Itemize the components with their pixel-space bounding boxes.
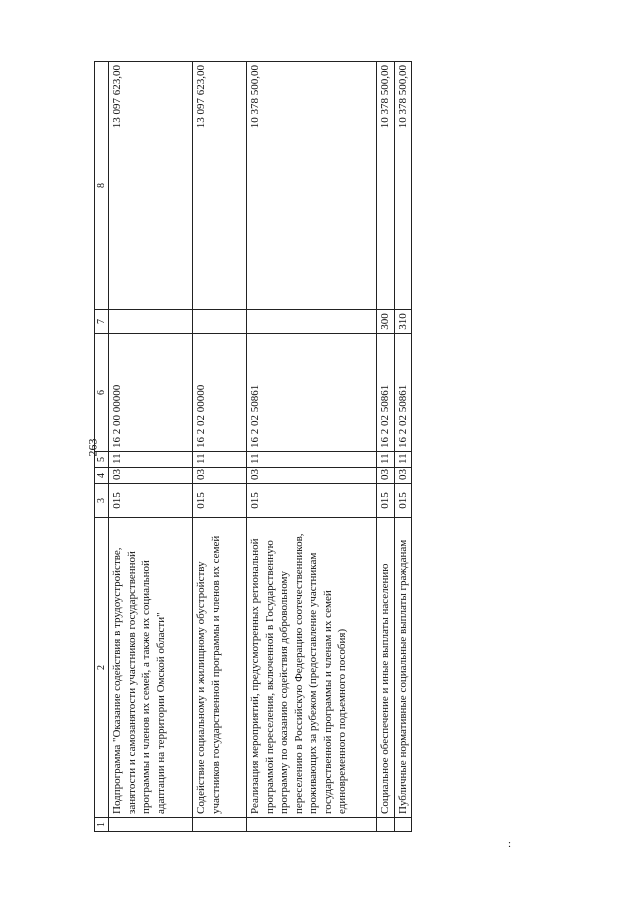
- row-index-cell: [377, 818, 395, 832]
- table-row: [247, 62, 377, 832]
- grbs-code: 015: [193, 484, 247, 518]
- amount: 13 097 623,00: [109, 62, 193, 310]
- page-number: 263: [85, 438, 100, 457]
- rz-code: 03: [109, 468, 193, 484]
- grbs-code: 015: [394, 484, 412, 518]
- pr-code: 11: [394, 452, 412, 468]
- vr-code: 310: [394, 310, 412, 334]
- amount: 13 097 623,00: [193, 62, 247, 310]
- csr-code: 16 2 02 50861: [377, 334, 395, 452]
- rz-code: 03: [394, 468, 412, 484]
- table-row: [193, 62, 247, 832]
- csr-code: 16 2 02 50861: [394, 334, 412, 452]
- header-cell: 8: [95, 62, 109, 310]
- pr-code: 11: [247, 452, 377, 468]
- item-name: Содействие социальному и жилищному обустройству участников государственной программы и членов их семей: [193, 518, 247, 818]
- csr-code: 16 2 02 00000: [193, 334, 247, 452]
- header-cell: 2: [95, 518, 109, 818]
- rotated-table-container: [94, 62, 452, 832]
- header-cell: 1: [95, 818, 109, 832]
- vr-code: [247, 310, 377, 334]
- pr-code: 11: [109, 452, 193, 468]
- row-index-cell: [247, 818, 377, 832]
- amount: 10 378 500,00: [247, 62, 377, 310]
- amount: 10 378 500,00: [394, 62, 412, 310]
- rz-code: 03: [193, 468, 247, 484]
- header-cell: 6: [95, 334, 109, 452]
- rz-code: 03: [247, 468, 377, 484]
- item-name: Подпрограмма "Оказание содействия в трудоустройстве, занятости и самозанятости участников государственной программы и членов их семей, а также их социальной адаптации на территории Омской области": [109, 518, 193, 818]
- table-row: [377, 62, 395, 832]
- item-name: Публичные нормативные социальные выплаты гражданам: [394, 518, 412, 818]
- row-index-cell: [109, 818, 193, 832]
- row-index-cell: [193, 818, 247, 832]
- amount: 10 378 500,00: [377, 62, 395, 310]
- rz-code: 03: [377, 468, 395, 484]
- grbs-code: 015: [109, 484, 193, 518]
- grbs-code: 015: [247, 484, 377, 518]
- table-row: [109, 62, 193, 832]
- vr-code: [109, 310, 193, 334]
- item-name: Реализация мероприятий, предусмотренных региональной программой переселения, включенной в Государственную программу по оказанию содействия добровольному переселению в Российскую Федерацию соотечественников, проживающих за рубежом (предоставление участникам государственной программы и членам их семей единовременного подъемного пособия): [247, 518, 377, 818]
- vr-code: 300: [377, 310, 395, 334]
- budget-table: [94, 61, 412, 832]
- grbs-code: 015: [377, 484, 395, 518]
- table-row: [394, 62, 412, 832]
- scan-mark: :: [508, 838, 512, 850]
- header-row: [95, 62, 109, 832]
- header-cell: 3: [95, 484, 109, 518]
- csr-code: 16 2 00 00000: [109, 334, 193, 452]
- header-cell: 5: [95, 452, 109, 468]
- header-cell: 7: [95, 310, 109, 334]
- pr-code: 11: [193, 452, 247, 468]
- row-index-cell: [394, 818, 412, 832]
- item-name: Социальное обеспечение и иные выплаты населению: [377, 518, 395, 818]
- header-cell: 4: [95, 468, 109, 484]
- csr-code: 16 2 02 50861: [247, 334, 377, 452]
- pr-code: 11: [377, 452, 395, 468]
- vr-code: [193, 310, 247, 334]
